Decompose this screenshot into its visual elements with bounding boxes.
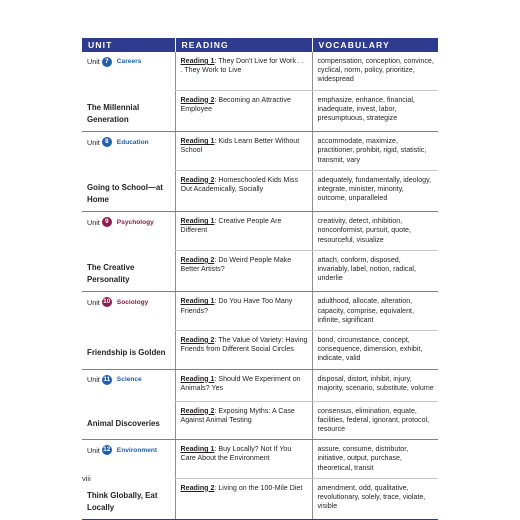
vocabulary-cell: creativity, detect, inhibition, nonconformist, pursuit, quote, resourceful, visualize — [312, 212, 438, 251]
reading-label: Reading 1 — [180, 217, 215, 226]
reading-label: Reading 2 — [180, 175, 215, 184]
unit-row — [82, 250, 438, 292]
reading-label: Reading 1 — [180, 137, 215, 146]
unit-title: The Millennial Generation — [87, 103, 140, 125]
reading-cell — [175, 170, 312, 212]
unit-row — [82, 212, 438, 251]
unit-word: Unit — [87, 57, 100, 67]
unit-title: Think Globally, Eat Locally — [87, 491, 158, 513]
reading-title: : Do Weird People Make Better Artists? — [180, 255, 292, 274]
vocabulary-cell: disposal, distort, inhibit, injury, majority, scenario, substitute, volume — [312, 369, 438, 401]
unit-title: Animal Discoveries — [87, 418, 160, 428]
unit-subject: Careers — [116, 58, 142, 66]
reading-title: : Exposing Myths: A Case Against Animal Testing — [180, 406, 295, 424]
reading-cell — [175, 440, 312, 479]
table-body — [82, 52, 438, 520]
unit-label-cell — [82, 52, 175, 90]
reading-title: : They Don't Live for Work . . . They Work to Live — [180, 57, 304, 75]
unit-row — [82, 52, 438, 90]
reading-title: : Becoming an Attractive Employee — [180, 95, 291, 113]
vocabulary-cell: assure, consume, distributor, initiative, output, purchase, theoretical, transit — [312, 440, 438, 479]
unit-subject: Science — [116, 375, 142, 383]
reading-title: : Buy Locally? Not If You Care About the Environment — [180, 445, 292, 463]
unit-subject: Psychology — [116, 218, 154, 226]
reading-cell — [175, 330, 312, 369]
reading-label: Reading 1 — [180, 297, 215, 306]
unit-title-cell — [82, 170, 175, 212]
vocabulary-cell: accommodate, maximize, practitioner, prohibit, rigid, statistic, transmit, vary — [312, 132, 438, 171]
unit-label-cell — [82, 132, 175, 171]
unit-row — [82, 90, 438, 132]
reading-title: : Kids Learn Better Without School — [180, 137, 300, 155]
reading-label: Reading 2 — [180, 255, 215, 264]
unit-word: Unit — [87, 137, 100, 147]
unit-label-cell — [82, 440, 175, 479]
vocabulary-cell: bond, circumstance, concept, consequence, dimension, exhibit, indicate, valid — [312, 330, 438, 369]
reading-cell — [175, 212, 312, 251]
unit-title-cell — [82, 401, 175, 440]
vocabulary-cell: emphasize, enhance, financial, inadequate, invest, labor, presumptuous, strategize — [312, 90, 438, 132]
unit-number-badge: 10 — [103, 298, 111, 306]
unit-word: Unit — [87, 217, 100, 227]
unit-subject: Environment — [116, 446, 158, 454]
reading-cell — [175, 90, 312, 132]
reading-label: Reading 2 — [180, 406, 215, 415]
reading-cell — [175, 250, 312, 292]
reading-label: Reading 1 — [180, 374, 215, 383]
table-header-row — [82, 38, 438, 52]
unit-label — [87, 297, 171, 307]
unit-number-badge: 12 — [103, 446, 111, 454]
unit-title: The Creative Personality — [87, 263, 135, 285]
unit-title: Going to School—at Home — [87, 183, 163, 205]
reading-label: Reading 2 — [180, 335, 215, 344]
unit-row — [82, 330, 438, 369]
unit-row — [82, 478, 438, 520]
reading-cell — [175, 132, 312, 171]
unit-number-badge: 9 — [102, 217, 112, 227]
unit-label-cell — [82, 212, 175, 251]
unit-word: Unit — [87, 445, 100, 455]
unit-title-cell — [82, 90, 175, 132]
header-reading: READING — [175, 38, 312, 52]
reading-cell — [175, 292, 312, 331]
unit-word: Unit — [87, 374, 100, 384]
vocabulary-cell: adulthood, allocate, alteration, capacity, comprise, equivalent, infinite, significant — [312, 292, 438, 331]
unit-title-cell — [82, 250, 175, 292]
reading-title: : Living on the 100-Mile Diet — [214, 483, 303, 492]
unit-title-cell — [82, 330, 175, 369]
unit-row — [82, 170, 438, 212]
reading-cell — [175, 478, 312, 520]
vocabulary-cell: amendment, odd, qualitative, revolutionary, solely, trace, violate, visible — [312, 478, 438, 520]
unit-label — [87, 57, 171, 67]
vocabulary-cell: compensation, conception, convince, cyclical, norm, policy, prioritize, widespread — [312, 52, 438, 90]
reading-title: : The Value of Variety: Having Friends from Different Social Circles — [180, 335, 308, 354]
vocabulary-cell: consensus, elimination, equate, facilities, federal, ignorant, protocol, resource — [312, 401, 438, 440]
header-vocabulary: VOCABULARY — [312, 38, 438, 52]
unit-word: Unit — [87, 297, 100, 307]
unit-title-cell — [82, 478, 175, 520]
reading-title: : Should We Experiment on Animals? Yes — [180, 374, 301, 392]
reading-label: Reading 2 — [180, 483, 215, 492]
vocabulary-cell: adequately, fundamentally, ideology, integrate, minister, minority, outcome, unparalleled — [312, 170, 438, 212]
unit-label — [87, 445, 171, 455]
reading-label: Reading 1 — [180, 57, 215, 65]
unit-label — [87, 217, 171, 227]
unit-label-cell — [82, 292, 175, 331]
unit-row — [82, 369, 438, 401]
reading-label: Reading 1 — [180, 445, 215, 454]
contents-table — [82, 38, 438, 520]
unit-label-cell — [82, 369, 175, 401]
unit-label — [87, 137, 171, 147]
vocabulary-cell: attach, conform, disposed, invariably, label, notion, radical, underlie — [312, 250, 438, 292]
unit-number-badge: 11 — [103, 375, 111, 383]
unit-label — [87, 375, 171, 385]
reading-label: Reading 2 — [180, 95, 215, 104]
unit-row — [82, 440, 438, 479]
unit-number-badge: 8 — [102, 137, 112, 147]
unit-subject: Education — [116, 138, 149, 146]
page-number: viii — [82, 474, 91, 483]
reading-cell — [175, 369, 312, 401]
reading-title: : Creative People Are Different — [180, 217, 282, 235]
unit-number-badge: 7 — [102, 57, 112, 67]
unit-subject: Sociology — [116, 298, 149, 306]
reading-cell — [175, 401, 312, 440]
unit-row — [82, 401, 438, 440]
unit-title: Friendship is Golden — [87, 347, 166, 357]
header-unit: UNIT — [82, 38, 175, 52]
reading-title: : Homeschooled Kids Miss Out Academically, Socially — [180, 175, 298, 193]
reading-title: : Do You Have Too Many Friends? — [180, 297, 293, 315]
unit-row — [82, 292, 438, 331]
reading-cell — [175, 52, 312, 90]
unit-row — [82, 132, 438, 171]
